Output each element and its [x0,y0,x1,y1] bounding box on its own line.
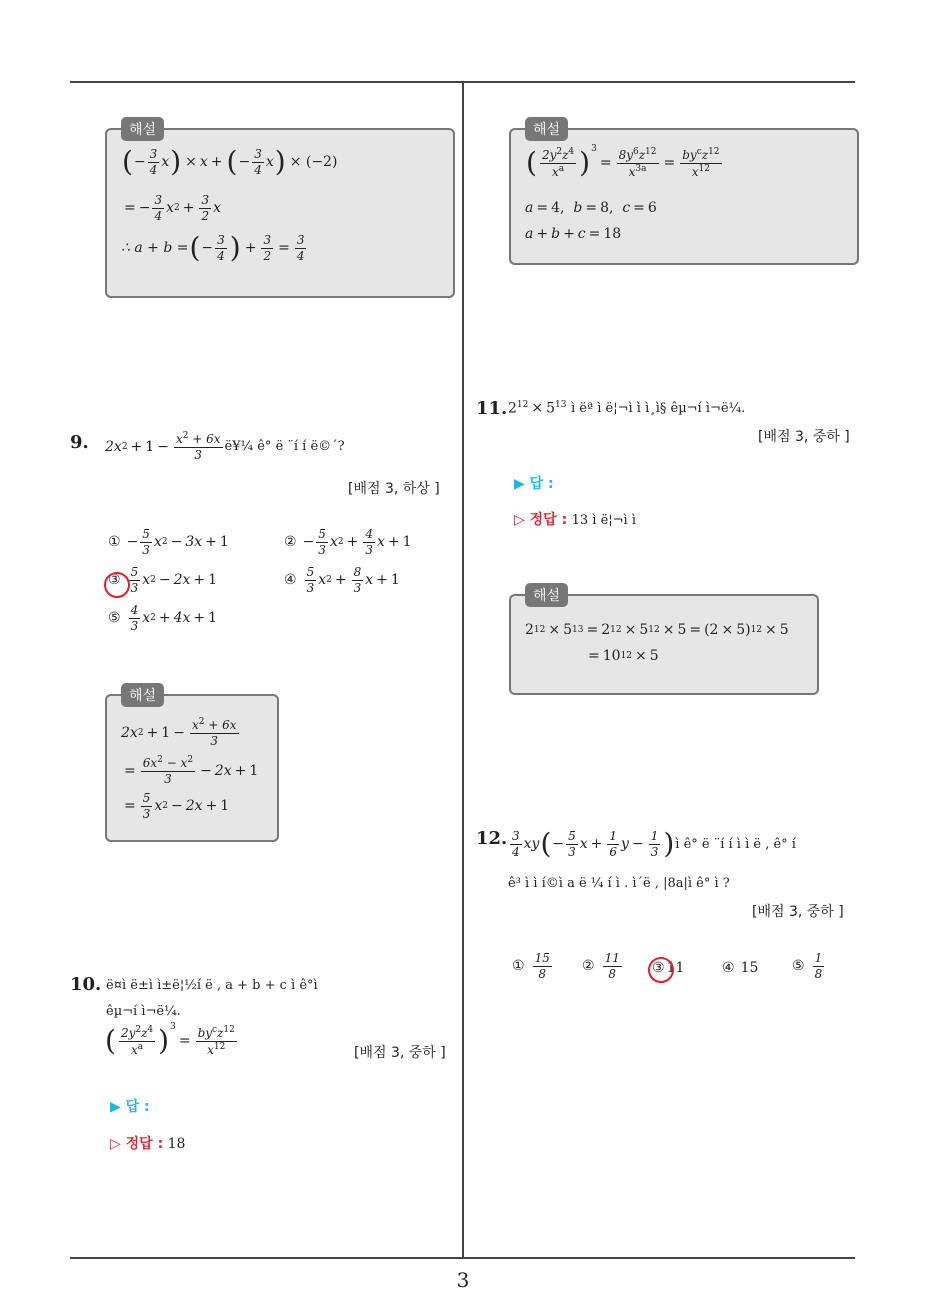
option-5[interactable]: ⑤ 1 8 [792,951,823,981]
solution-line: ∴ a + b = ( − 3 4 ) + $\frac{3}{2}$ = $\frac{3}{4}$ [121,231,305,265]
solution-box-prev [105,122,455,298]
solution-line: 2x 2 + 1 − $\frac{x^2 + 6x}{3}$ [121,717,237,748]
option-4[interactable]: ④ 5 3 x 2 + $\frac{8}{3}$ x + 1 [284,565,400,595]
solution-line: a + b + c = 18 [525,226,622,242]
question-number: 12. [476,828,508,849]
solution-tag: 해설 [121,117,164,141]
question-points: [배점 3, 중하 ] [758,429,850,445]
question-number: 11. [476,398,508,419]
correct-answer: ▷ 정답 : 13 ì ë¦¬ì ì [514,512,637,528]
solution-line: = 10 12 × 5 [588,648,659,664]
question-number: 10. [70,974,102,995]
solution-line: a = 4, b = 8, c = 6 [525,200,657,216]
solution-line: 2 12 × 5 13 = 2 12 × 5 12 × 5 = (2 × 5) 12 × 5 [525,622,789,638]
solution-box-prev-right [509,122,859,265]
option-2[interactable]: ② 11 8 [582,951,620,981]
question-points: [배점 3, 하상 ] [348,481,440,497]
solution-box-q11 [509,588,819,695]
option-2[interactable]: ② − 5 3 x 2 + $\frac{4}{3}$ x + 1 [284,527,412,557]
question-text: ê³ ì ì í©ì a ë ¼ í ì . ì´ë , |8a|ì ê° ì ? [508,876,730,891]
question-text: 3 4 xy ( − 5 3 x + $\frac{1}{6}$ y − $\frac{1}{3}$ ) ì ê° ë ¨í í ì ì ë , ê° í [512,827,796,861]
column-divider [462,82,464,1258]
solution-line: ( $2y^2z^4$ $x^a$ ) $^3$ = $\frac{8y^6z^{12}}{x^{3a}}$ = $by^cz^{12}$ $x^{12}$ [526,144,720,180]
option-1[interactable]: ① − 5 3 x 2 − 3x + 1 [108,527,229,557]
solution-line: = $\frac{6x^2 - x^2}{3}$ − 2x + 1 [124,755,259,786]
question-points: [배점 3, 중하 ] [752,904,844,920]
answer-label: ▶ 답 : [514,476,554,492]
question-equation: ( $2y^2z^4$ $x^a$ ) $^3$ = $by^cz^{12}$ $x^{12}$ [105,1022,235,1058]
solution-tag: 해설 [121,683,164,707]
selected-mark [104,572,130,598]
selected-mark [648,957,674,983]
question-points: [배점 3, 중하 ] [354,1045,446,1061]
solution-box-q9 [105,688,279,842]
option-3[interactable]: ③ 5 3 x 2 − 2x + 1 [108,565,218,595]
question-number: 9. [70,432,89,453]
solution-line: = $\frac{5}{3}$ x 2 − 2x + 1 [124,791,230,821]
question-text: $2^{12}$ × $5^{13}$ ì ëª ì ë¦¬ì ì ì¸ì§ êµ¬í ì¬ë¼. [508,400,746,417]
solution-line: ( − 3 4 x ) × x + ( − 3 4 x ) × (−2) [122,145,338,179]
option-3[interactable]: ③ 11 [652,960,685,976]
option-4[interactable]: ④ 15 [722,960,759,976]
solution-tag: 해설 [525,117,568,141]
answer-label: ▶ 답 : [110,1099,150,1115]
solution-tag: 해설 [525,583,568,607]
option-5[interactable]: ⑤ 4 3 x 2 + 4x + 1 [108,603,218,633]
option-1[interactable]: ① 15 8 [512,951,550,981]
question-text: 2x 2 + 1 − $\frac{x^2 + 6x}{3}$ ë¥¼ ê° ë ¨í í ë©´? [105,431,345,462]
solution-line: = − $\frac{3}{4}$ x 2 + $\frac{3}{2}$ x [124,193,222,223]
page-number: 3 [456,1268,470,1292]
question-text: ë¤ì ë±ì ì±ë¦½í ë , a + b + c ì ê°ì [106,978,318,993]
question-text: êµ¬í ì¬ë¼. [106,1004,181,1019]
correct-answer: ▷ 정답 : 18 [110,1136,186,1152]
